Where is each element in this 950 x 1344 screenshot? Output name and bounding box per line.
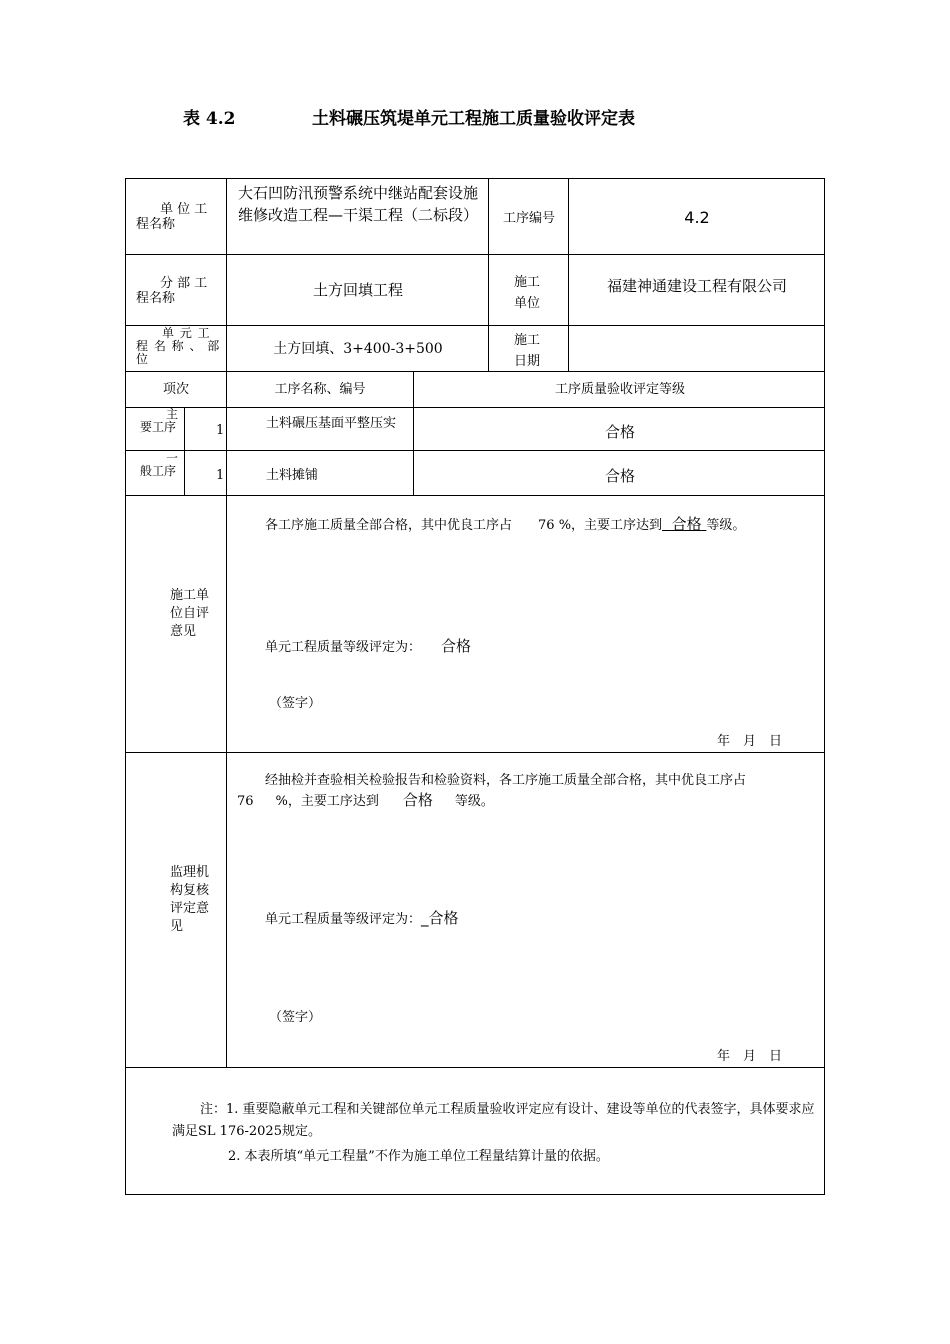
- supervisor-opinion-label: 监理机构复核评定意见: [170, 865, 210, 934]
- contractor-label: 施工单位: [514, 275, 541, 311]
- row-index: 1: [216, 423, 225, 438]
- supervisor-opinion-text: 经抽检并查验相关检验报告和检验资料，各工序施工质量全部合格，其中优良工序占: [265, 773, 747, 788]
- note-2: 2. 本表所填“单元工程量”不作为施工单位工程量结算计量的依据。: [228, 1149, 609, 1164]
- supervisor-date: 年 月 日: [717, 1049, 783, 1064]
- note-1: 注：1. 重要隐蔽单元工程和关键部位单元工程质量验收评定应有设计、建设等单位的代表签字，具体要求应满足SL 176-2025规定。: [172, 1102, 815, 1139]
- category-main: 主要工序: [140, 407, 179, 434]
- contractor-grade-line: 单元工程质量等级评定为： 合格: [265, 637, 472, 655]
- row-index: 1: [216, 468, 225, 483]
- process-name: 土料摊铺: [266, 468, 319, 483]
- col-grade-header: 工序质量验收评定等级: [554, 382, 685, 397]
- supervisor-opinion-text-2: 76 %，主要工序达到 合格 等级。: [237, 791, 494, 809]
- sub-project-value: 土方回填工程: [312, 281, 403, 299]
- date-label: 施工日期: [514, 333, 541, 369]
- evaluation-form: [125, 178, 825, 1195]
- contractor-opinion-label: 施工单位自评意见: [170, 588, 210, 639]
- supervisor-grade-line: 单元工程质量等级评定为：_合格: [265, 909, 459, 927]
- element-label: 单 元 工 程 名 称 、 部 位: [136, 326, 221, 366]
- process-grade: 合格: [604, 423, 635, 441]
- supervisor-sign: （签字）: [269, 1010, 322, 1025]
- contractor-date: 年 月 日: [717, 734, 783, 749]
- col-item-header: 项次: [162, 382, 189, 397]
- process-no-value: 4.2: [684, 208, 710, 227]
- process-name: 土料碾压基面平整压实: [266, 416, 397, 431]
- element-value: 土方回填、3+400-3+500: [273, 341, 443, 357]
- unit-project-value: 大石凹防汛预警系统中继站配套设施维修改造工程—干渠工程（二标段）: [238, 184, 479, 224]
- contractor-opinion-text: 各工序施工质量全部合格，其中优良工序占 76 %，主要工序达到 合格 等级。: [265, 515, 746, 533]
- process-no-label: 工序编号: [502, 211, 555, 226]
- unit-project-label: 单 位 工 程名称: [136, 202, 208, 232]
- col-name-header: 工序名称、编号: [274, 382, 366, 397]
- contractor-sign: （签字）: [269, 696, 322, 711]
- sub-project-label: 分 部 工 程名称: [136, 276, 208, 306]
- process-grade: 合格: [604, 467, 635, 485]
- category-general: 一般工序: [140, 451, 179, 478]
- contractor-value: 福建神通建设工程有限公司: [606, 277, 787, 295]
- table-number: 表 4.2: [183, 109, 236, 129]
- page-title: 土料碾压筑堤单元工程施工质量验收评定表: [312, 109, 635, 129]
